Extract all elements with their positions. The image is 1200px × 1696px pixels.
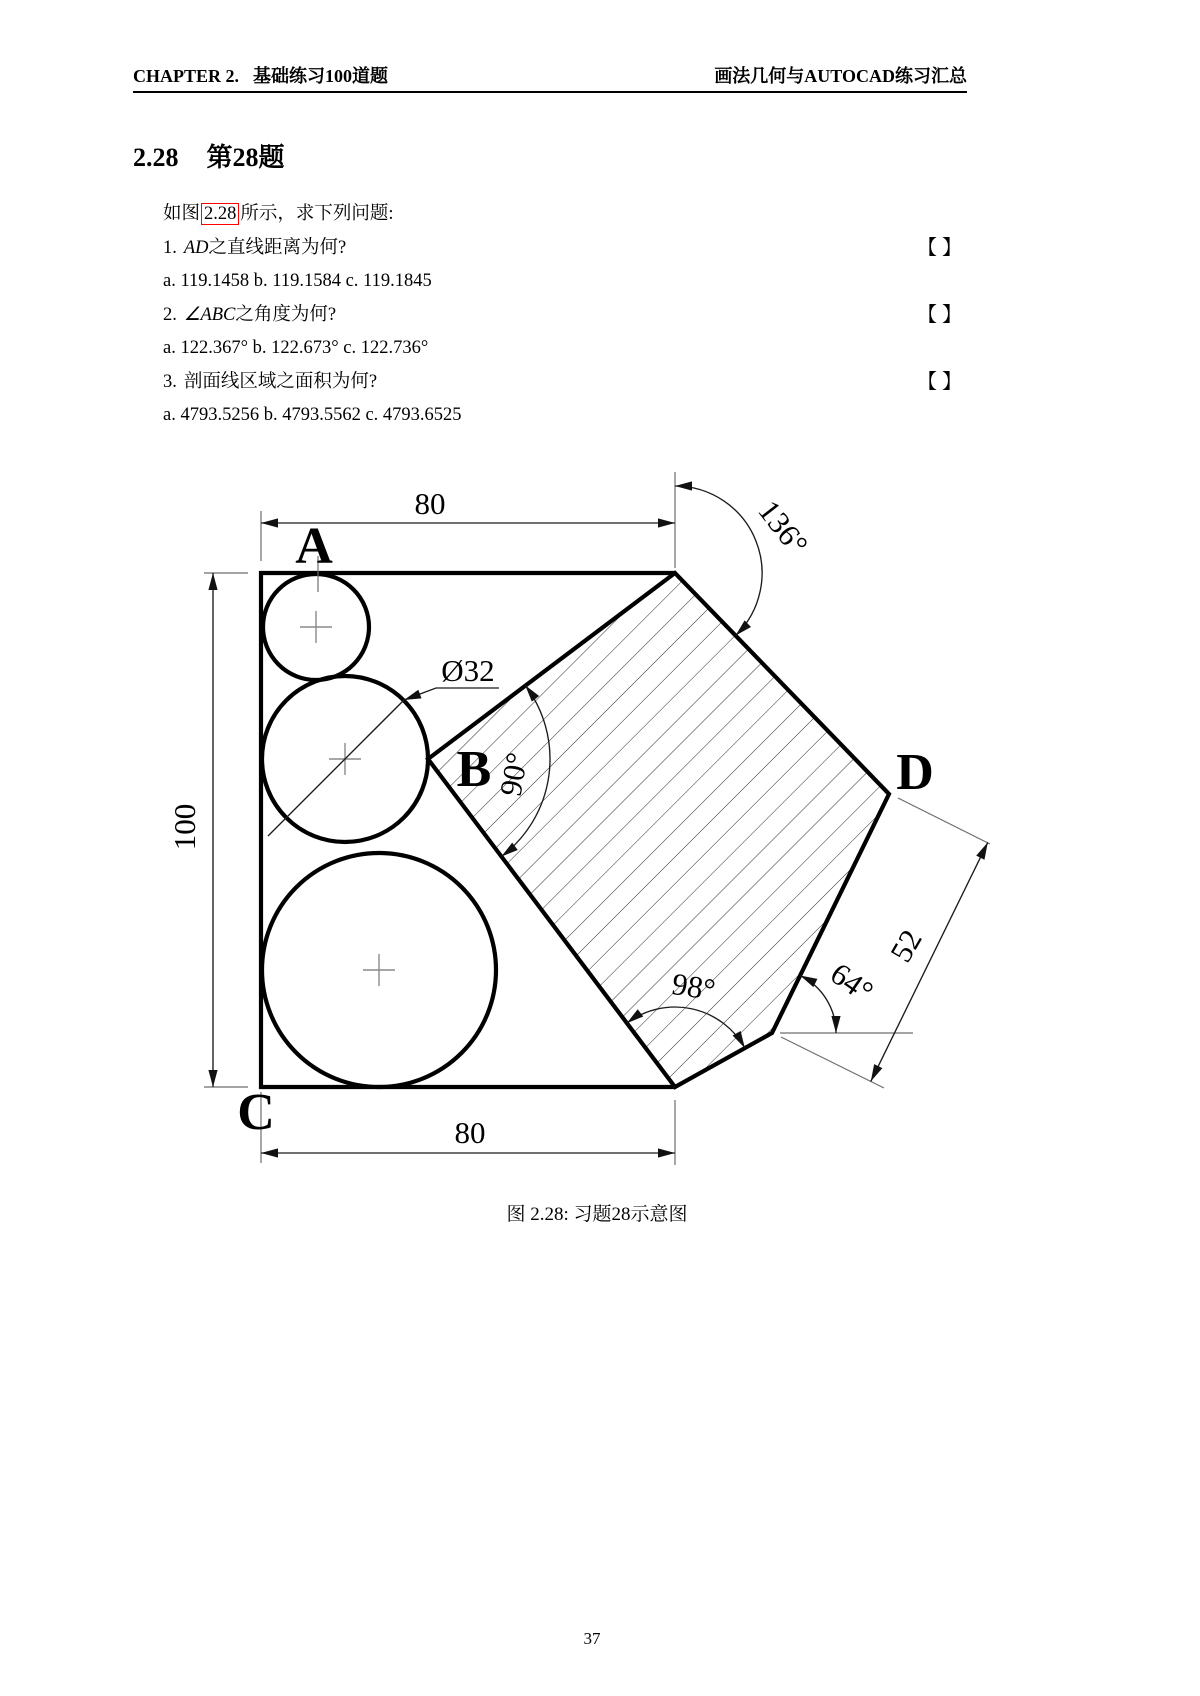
question-2 <box>163 299 962 333</box>
header-right: 画法几何与AUTOCAD练习汇总 <box>714 66 967 86</box>
intro-suffix: 所示，求下列问题: <box>240 204 394 224</box>
bottom-dim-label: 80 <box>454 1115 486 1150</box>
center-mark-large <box>363 954 395 986</box>
point-label-b: B <box>456 741 492 798</box>
section-number: 2.28 <box>133 143 179 172</box>
diameter-line <box>268 700 404 836</box>
question-1 <box>163 232 962 266</box>
problem-block <box>163 198 962 433</box>
len-52-label: 52 <box>883 923 929 968</box>
header-rule <box>133 91 967 93</box>
angle-98-label: 98° <box>669 965 718 1008</box>
options-1: a. 119.1458 b. 119.1584 c. 119.1845 <box>163 271 432 291</box>
point-label-d: D <box>896 744 934 801</box>
hatched-pentagon <box>428 573 889 1087</box>
angle-136-label: 136° <box>751 493 816 562</box>
inscribed-circles <box>262 574 496 1087</box>
intro-line <box>163 198 962 232</box>
section-name: 第28题 <box>206 143 285 172</box>
question-2-math: ∠ABC <box>183 304 236 325</box>
figure-caption: 图 2.28: 习题28示意图 <box>506 1204 688 1225</box>
answer-bracket-2: 【 】 <box>917 303 962 326</box>
options-2: a. 122.367° b. 122.673° c. 122.736° <box>163 338 429 358</box>
question-1-text: 之直线距离为何? <box>208 237 347 258</box>
question-1-number: 1. <box>163 237 177 258</box>
answer-bracket-3: 【 】 <box>917 370 962 393</box>
question-3-text: 剖面线区域之面积为何? <box>183 371 378 392</box>
len-52-ext-e <box>781 1037 884 1088</box>
question-3-number: 3. <box>163 371 177 392</box>
top-dim-label: 80 <box>414 486 446 521</box>
options-3: a. 4793.5256 b. 4793.5562 c. 4793.6525 <box>163 405 462 425</box>
figure-ref-link[interactable]: 2.28 <box>201 203 239 225</box>
point-label-a: A <box>295 518 333 575</box>
len-52-ext-d <box>898 798 990 844</box>
page-number: 37 <box>583 1629 601 1648</box>
chapter-number: CHAPTER 2. <box>133 66 240 86</box>
center-mark-small <box>300 611 332 643</box>
len-52-dim-line <box>871 842 988 1081</box>
section-heading <box>133 137 285 174</box>
diameter-label: Ø32 <box>441 653 495 688</box>
question-3 <box>163 366 962 400</box>
question-1-math: AD <box>183 237 209 258</box>
question-2-text: 之角度为何? <box>235 304 337 325</box>
diameter-leader <box>404 688 499 700</box>
point-label-c: C <box>237 1084 275 1141</box>
angle-90-label: 90° <box>492 749 535 799</box>
left-dim-label: 100 <box>167 803 202 851</box>
question-2-number: 2. <box>163 304 177 325</box>
chapter-title: 基础练习100道题 <box>253 66 389 86</box>
answer-bracket-1: 【 】 <box>917 236 962 259</box>
cad-figure <box>0 430 1200 1190</box>
angle-64-label: 64° <box>824 955 880 1010</box>
intro-prefix: 如图 <box>163 204 201 224</box>
